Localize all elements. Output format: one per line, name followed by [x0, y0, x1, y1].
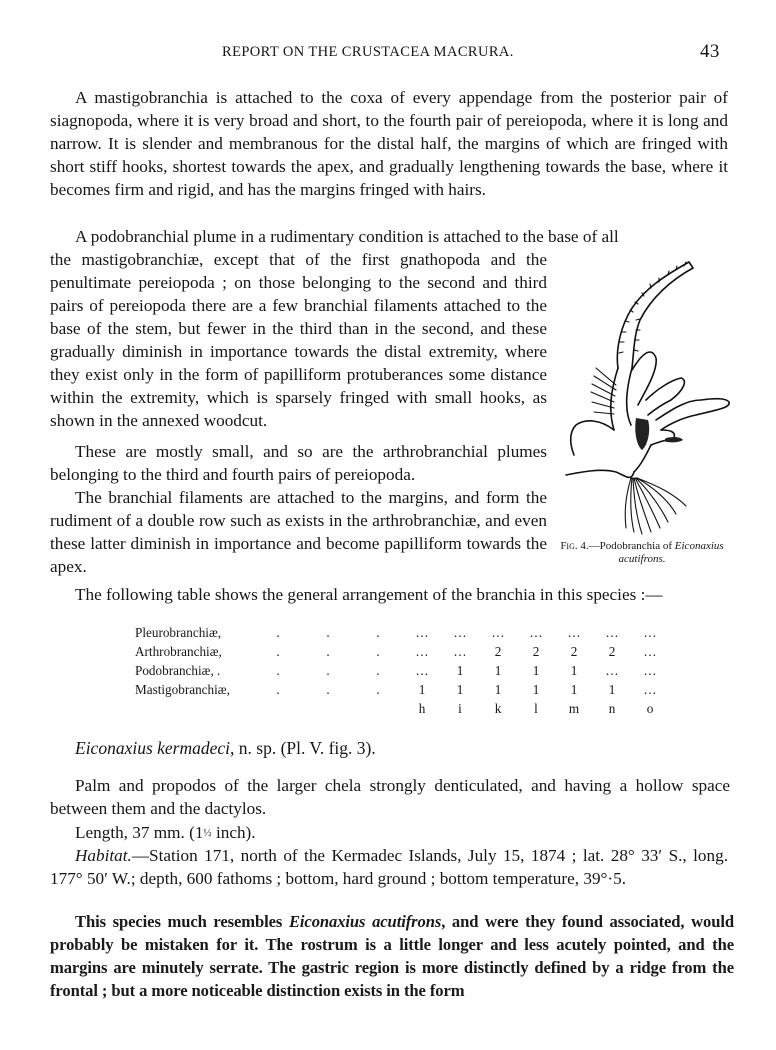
- paragraph-text: the mastigobranchiæ, except that of the first gnathopoda and the penultimate pereiopoda ; on those belonging to the second and third pairs of pereiopoda there are a few branchial filaments attached to the base of the stem, but fewer in the third than in the second, and these gradually diminish in importance towards the distal extremity, where they exist only in the form of papilliform protuberances some distance within the extremity, which is sparsely fringed with small hooks, as shown in the annexed woodcut.: [50, 250, 547, 430]
- species-name: Eiconaxius kermadeci: [75, 738, 231, 758]
- running-head: [0, 40, 776, 64]
- leader-dot: .: [376, 681, 380, 697]
- species-suffix: , n. sp. (Pl. V. fig. 3).: [230, 738, 376, 758]
- paragraph-comparison: [50, 910, 734, 1002]
- leader-dot: .: [326, 681, 330, 697]
- table-cell: 1: [608, 681, 616, 697]
- table-column-letters-row: [135, 699, 669, 718]
- leader-dot: .: [276, 624, 280, 640]
- leader-dot: .: [326, 643, 330, 659]
- podobranchia-woodcut-icon: [556, 250, 756, 540]
- table-row: [135, 680, 669, 699]
- row-label: Arthrobranchiæ,: [135, 643, 222, 659]
- table-cell: …: [415, 624, 429, 640]
- table-cell: 2: [608, 643, 616, 659]
- row-label: Mastigobranchiæ,: [135, 681, 230, 697]
- table-cell: 2: [570, 643, 578, 659]
- figure-caption-text: —Podobranchia of: [588, 540, 675, 552]
- table-cell: …: [491, 624, 505, 640]
- table-cell: 2: [494, 643, 502, 659]
- comparison-species: Eiconaxius acutifrons: [288, 912, 442, 931]
- comparison-prefix: This species much resembles: [75, 912, 289, 931]
- column-letter: n: [608, 700, 616, 716]
- paragraph-arthrobranchial: [50, 440, 547, 486]
- paragraph-habitat: [50, 844, 728, 890]
- column-letter: k: [494, 700, 502, 716]
- table-row: [135, 642, 669, 661]
- table-cell: 1: [456, 681, 464, 697]
- table-cell: 1: [570, 681, 578, 697]
- row-label: Pleurobranchiæ,: [135, 624, 222, 640]
- column-letter: i: [458, 700, 462, 716]
- table-cell: …: [605, 662, 619, 678]
- running-head-title: REPORT ON THE CRUSTACEA MACRURA.: [222, 44, 514, 60]
- figure-caption-species: Eiconaxius acutifrons.: [618, 540, 724, 565]
- paragraph-text: These are mostly small, and so are the arthrobranchial plumes belonging to the third and fourth pairs of pereiopoda.: [50, 442, 547, 484]
- length-prefix: Length, 37 mm. (1: [75, 823, 204, 842]
- leader-dot: .: [376, 662, 380, 678]
- page-number: 43: [700, 41, 720, 62]
- species-heading: [75, 738, 376, 759]
- paragraph-branchial-filaments: [50, 486, 547, 578]
- paragraph-table-intro: [50, 583, 728, 606]
- table-cell: …: [453, 643, 467, 659]
- paragraph-text: The branchial filaments are attached to the margins, and form the rudiment of a double row such as exists in the arthrobranchiæ, and even these latter diminish in importance and become papilliform towards the apex.: [50, 488, 547, 576]
- table-cell: …: [643, 662, 657, 678]
- figure-caption: [552, 540, 732, 566]
- table-cell: …: [643, 681, 657, 697]
- table-cell: 2: [532, 643, 540, 659]
- paragraph-length: [50, 821, 728, 845]
- table-cell: 1: [418, 681, 426, 697]
- table-row: [135, 623, 669, 642]
- table-cell: 1: [570, 662, 578, 678]
- leader-dot: .: [276, 681, 280, 697]
- paragraph-mastigobranchia: [50, 86, 728, 201]
- length-fraction: ½: [203, 827, 212, 839]
- table-cell: …: [567, 624, 581, 640]
- column-letter: o: [646, 700, 654, 716]
- length-suffix: inch).: [211, 823, 256, 842]
- table-cell: 1: [456, 662, 464, 678]
- paragraph-text: A mastigobranchia is attached to the coxa of every appendage from the posterior pair of siagnopoda, where it is very broad and short, to the fourth pair of pereiopoda, where it is long and narrow. It is slender and membranous for the distal half, the margins of which are fringed with short stiff hooks, shortest towards the apex, and gradually lengthening towards the base, where it becomes firm and rigid, and has the margins fringed with hairs.: [50, 88, 728, 199]
- paragraph-diagnosis: [50, 774, 730, 820]
- leader-dot: .: [326, 662, 330, 678]
- comparison-text: , and were they found associated, would probably be mistaken for it. The rostrum is a little longer and less acutely pointed, and the margins are minutely serrate. The gastric region is more distinctly defined by a ridge from the frontal ; but a more noticeable distinction exists in the form: [50, 912, 735, 1000]
- table-cell: 1: [532, 681, 540, 697]
- paragraph-text: The following table shows the general arrangement of the branchia in this species :—: [75, 585, 663, 604]
- table-cell: …: [529, 624, 543, 640]
- habitat-label: Habitat.: [75, 846, 132, 865]
- paragraph-podobranchial-first-line: [50, 225, 728, 248]
- column-letter: h: [418, 700, 426, 716]
- row-label: Podobranchiæ, .: [135, 662, 221, 678]
- paragraph-text: A podobranchial plume in a rudimentary condition is attached to the base of all: [75, 227, 619, 246]
- leader-dot: .: [326, 624, 330, 640]
- table-cell: 1: [494, 662, 502, 678]
- column-letter: m: [568, 700, 580, 716]
- table-cell: 1: [494, 681, 502, 697]
- figure-podobranchia: [556, 250, 756, 540]
- table-cell: 1: [532, 662, 540, 678]
- paragraph-podobranchial: [50, 248, 547, 432]
- table-cell: …: [605, 624, 619, 640]
- column-letter: l: [534, 700, 538, 716]
- table-cell: …: [415, 662, 429, 678]
- leader-dot: .: [276, 643, 280, 659]
- paragraph-text: Palm and propodos of the larger chela strongly denticulated, and having a hollow space between them and the dactylos.: [50, 776, 730, 818]
- figure-label: Fig. 4.: [560, 540, 589, 552]
- table-cell: …: [453, 624, 467, 640]
- table-cell: …: [643, 624, 657, 640]
- leader-dot: .: [376, 624, 380, 640]
- table-cell: …: [643, 643, 657, 659]
- branchia-arrangement-table: [135, 623, 669, 718]
- table-row: [135, 661, 669, 680]
- leader-dot: .: [276, 662, 280, 678]
- table-cell: …: [415, 643, 429, 659]
- habitat-text: —Station 171, north of the Kermadec Islands, July 15, 1874 ; lat. 28° 33′ S., long. 177° 50′ W.; depth, 600 fathoms ; bottom, hard ground ; bottom temperature, 39°·5.: [50, 846, 728, 888]
- leader-dot: .: [376, 643, 380, 659]
